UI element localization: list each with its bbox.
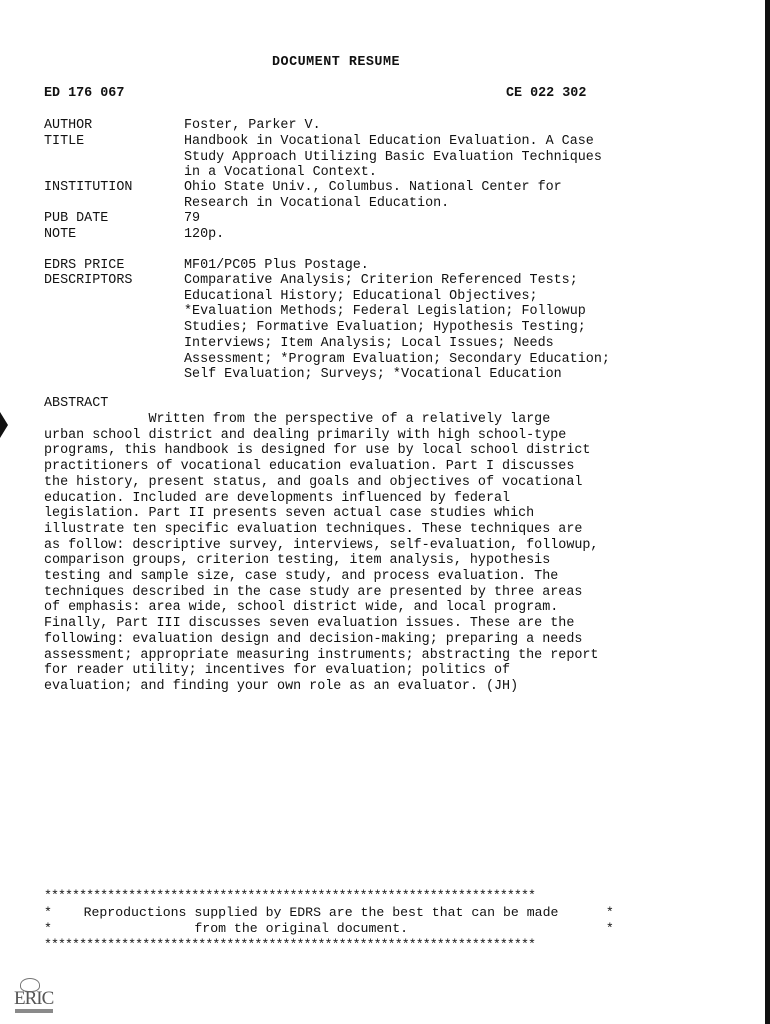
descriptors-value-line: Assessment; *Program Evaluation; Secondary Education;: [184, 351, 610, 367]
edrs-price-value: MF01/PC05 Plus Postage.: [184, 258, 369, 273]
footer-stars-bottom: **********************************************************************: [44, 937, 535, 952]
note-value: 120p.: [184, 227, 225, 242]
abstract-line: programs, this handbook is designed for use by local school district: [44, 443, 591, 459]
abstract-line: following: evaluation design and decision-making; preparing a needs: [44, 631, 583, 647]
descriptors-value-line: *Evaluation Methods; Federal Legislation; Followup: [184, 304, 586, 320]
abstract-line: assessment; appropriate measuring instruments; abstracting the report: [44, 647, 599, 663]
abstract-label: ABSTRACT: [44, 396, 109, 411]
institution-value-line: Ohio State Univ., Columbus. National Center for: [184, 180, 562, 195]
title-value-line: Handbook in Vocational Education Evaluation. A Case: [184, 134, 594, 149]
title-label: TITLE: [44, 134, 85, 149]
abstract-line: Finally, Part III discusses seven evaluation issues. These are the: [44, 616, 575, 632]
abstract-line: as follow: descriptive survey, interviews, self-evaluation, followup,: [44, 537, 599, 553]
footer-line-2: * from the original document. *: [44, 921, 614, 936]
author-label: AUTHOR: [44, 118, 93, 133]
abstract-line: Written from the perspective of a relatively large: [44, 412, 551, 427]
pub-date-value: 79: [184, 211, 201, 226]
descriptors-value-line: Educational History; Educational Objectives;: [184, 288, 538, 304]
descriptors-value-line: Self Evaluation; Surveys; *Vocational Education: [184, 367, 562, 383]
ce-number: CE 022 302: [506, 86, 587, 101]
abstract-line: legislation. Part II presents seven actual case studies which: [44, 506, 535, 522]
descriptors-value-line: Interviews; Item Analysis; Local Issues; Needs: [184, 335, 554, 351]
descriptors-label: DESCRIPTORS: [44, 273, 133, 288]
abstract-line: testing and sample size, case study, and process evaluation. The: [44, 569, 559, 584]
abstract-line: techniques described in the case study are presented by three areas: [44, 584, 583, 600]
descriptors-value-line: Studies; Formative Evaluation; Hypothesis Testing;: [184, 320, 586, 336]
document-title: DOCUMENT RESUME: [272, 55, 401, 70]
institution-value-line: Research in Vocational Education.: [184, 195, 450, 211]
note-label: NOTE: [44, 227, 77, 242]
footer-stars-top: **********************************************************************: [44, 888, 535, 903]
abstract-line: the history, present status, and goals and objectives of vocational: [44, 474, 583, 490]
abstract-line: of emphasis: area wide, school district wide, and local program.: [44, 600, 559, 616]
abstract-line: illustrate ten specific evaluation techniques. These techniques are: [44, 521, 583, 537]
pub-date-label: PUB DATE: [44, 211, 109, 226]
descriptors-value-line: Comparative Analysis; Criterion Referenced Tests;: [184, 273, 578, 288]
scan-edge-bar: [765, 0, 770, 1024]
edrs-price-label: EDRS PRICE: [44, 258, 125, 273]
footer-line-1: * Reproductions supplied by EDRS are the best that can be made *: [44, 905, 614, 920]
abstract-line: urban school district and dealing primarily with high school-type: [44, 427, 567, 443]
abstract-line: evaluation; and finding your own role as an evaluator. (JH): [44, 678, 519, 694]
ed-number: ED 176 067: [44, 86, 125, 101]
eric-logo-icon: ERIC: [12, 978, 56, 1014]
institution-label: INSTITUTION: [44, 180, 133, 195]
abstract-line: practitioners of vocational education evaluation. Part I discusses: [44, 459, 575, 475]
title-value-line: in a Vocational Context.: [184, 165, 377, 181]
scan-margin-mark: [0, 412, 8, 438]
abstract-line: for reader utility; incentives for evaluation; politics of: [44, 663, 511, 679]
title-value-line: Study Approach Utilizing Basic Evaluation Techniques: [184, 149, 602, 165]
abstract-line: education. Included are developments influenced by federal: [44, 490, 511, 506]
author-value: Foster, Parker V.: [184, 118, 321, 133]
abstract-line: comparison groups, criterion testing, item analysis, hypothesis: [44, 553, 551, 569]
